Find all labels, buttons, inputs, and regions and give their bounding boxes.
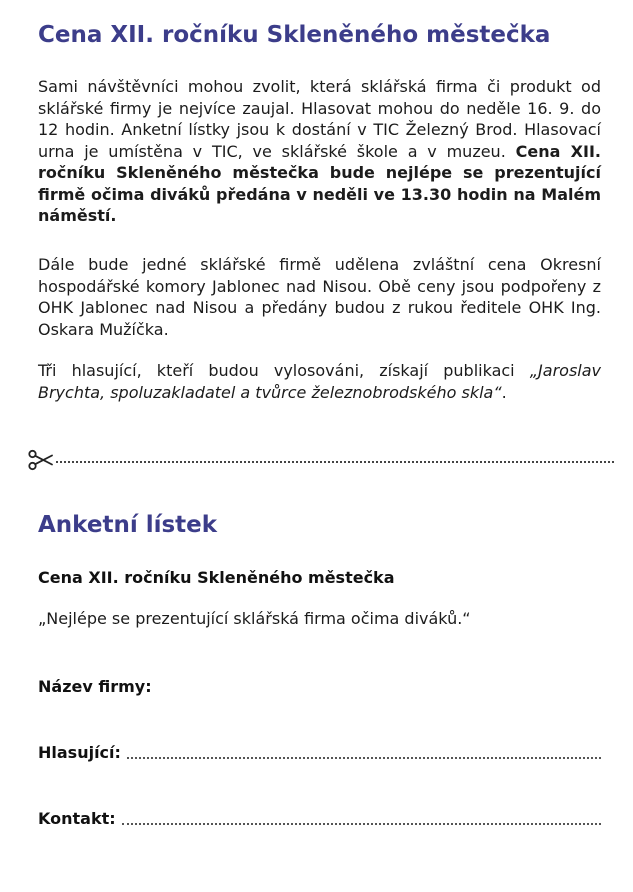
- prize-draw-paragraph: [38, 360, 601, 403]
- page-title: Cena XII. ročníku Skleněného městečka: [38, 22, 551, 48]
- award-announcement: Cena XII. ročníku Skleněného městečka bude nejlépe se prezentující firmě očima diváků předána v neděli ve 13.30 hodin na Malém náměstí.: [38, 141, 601, 225]
- ballot-subtitle: Cena XII. ročníku Skleněného městečka: [38, 568, 395, 587]
- prize-draw-end: .: [501, 382, 507, 402]
- company-name-label: Název firmy:: [38, 677, 152, 696]
- intro-text: Sami návštěvníci mohou zvolit, která sklářská firma či produkt od sklářské firmy je nejvíce zaujal. Hlasovat mohou do neděle 16. 9. do 12 hodin. Anketní lístky jsou k dostání v TIC Železný Brod. Hlasovací urna je umístěna v TIC, ve sklářské škole a v muzeu.: [38, 77, 601, 161]
- contact-field[interactable]: [38, 808, 601, 830]
- contact-write-line[interactable]: [122, 823, 601, 825]
- publication-title: „Jaroslav Brychta, spoluzakladatel a tvůrce železnobrodského skla“: [38, 361, 601, 402]
- voter-label: Hlasující:: [38, 743, 121, 762]
- cut-dotted-line: [56, 461, 614, 463]
- special-award-paragraph: Dále bude jedné sklářské firmě udělena zvláštní cena Okresní hospodářské komory Jablonec nad Nisou. Obě ceny jsou podpořeny z OHK Jablonec nad Nisou a předány budou z rukou ředitele OHK Ing. Oskara Mužíčka.: [38, 255, 601, 339]
- scissors-icon: [28, 448, 54, 472]
- cut-line: [28, 448, 614, 472]
- voter-write-line[interactable]: [127, 757, 601, 759]
- ballot-title: Anketní lístek: [38, 512, 218, 538]
- company-name-field[interactable]: [38, 676, 601, 698]
- voter-field[interactable]: [38, 742, 601, 764]
- ballot-category: „Nejlépe se prezentující sklářská firma očima diváků.“: [38, 609, 471, 628]
- contact-label: Kontakt:: [38, 809, 116, 828]
- prize-draw-text: Tři hlasující, kteří budou vylosováni, získají publikaci: [38, 361, 530, 380]
- intro-paragraph: [38, 76, 601, 227]
